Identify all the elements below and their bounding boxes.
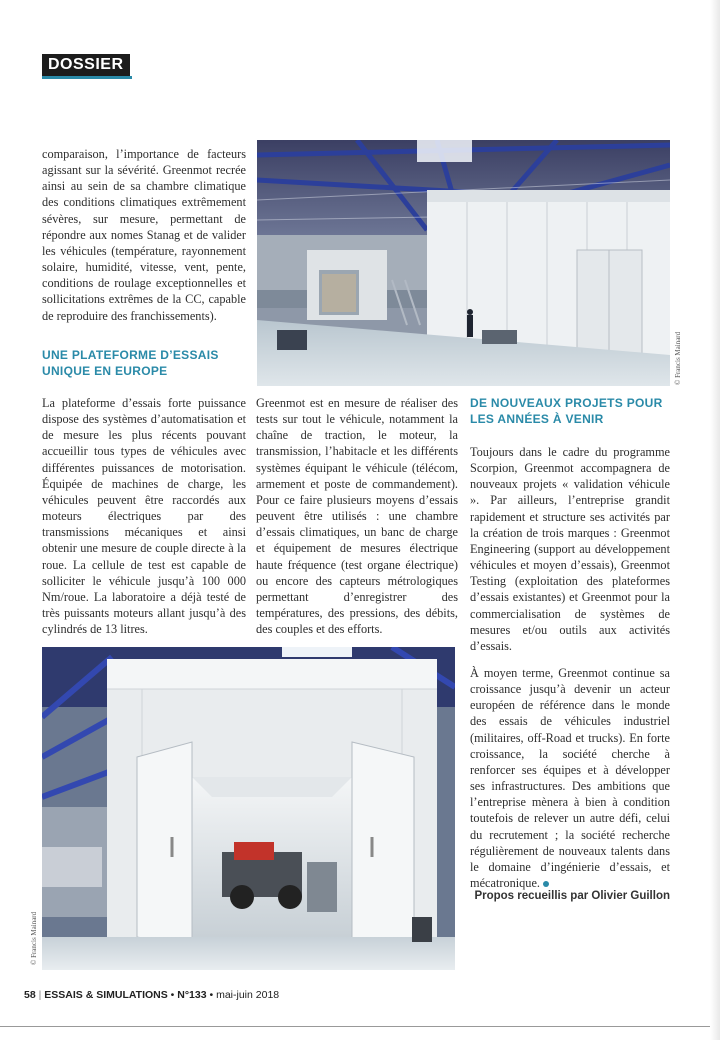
- paragraph-comparaison: comparaison, l’importance de facteurs agissant sur la sévérité. Greenmot recrée ainsi au sein de sa chambre climatique des conditions climatiques extrêmement sévères, sur mesure, permettant de répondre aux nomes Stanag et de valider les véhicules (température, rayonnement solaire, humidité, vitesse, vent, pente, conditions de roulage exceptionnelles et sollicitations extrêmes de la CC, capable de reproduire des franchissements).: [42, 147, 246, 323]
- page-edge-shadow: [710, 0, 720, 1040]
- footer-rule: [0, 1026, 720, 1027]
- issue-date: mai-juin 2018: [216, 989, 280, 1001]
- paragraph-greenmot-tests: Greenmot est en mesure de réaliser des tests sur tout le véhicule, notamment la chaîne de traction, le moteur, la transmission, l’habitacle et les différents systèmes équipant le véhicule (télécom, armement et poste de commandement). Pour ce faire plusieurs moyens d’essais peuvent être utilisés : une chambre d’essais climatiques, un banc de charge et équipement de mesures électrique haute fréquence (test organe électrique) ou encore des capteurs métrologiques permettant d’enregistrer des températures, des pressions, des débits, des couples et des efforts.: [256, 396, 458, 637]
- page-footer: [24, 989, 279, 1001]
- column-2-text: [256, 395, 458, 635]
- climatic-chamber-illustration: [42, 647, 455, 970]
- footer-bullet-2: •: [209, 989, 217, 1001]
- photo-test-hall: [257, 140, 670, 386]
- column-3-text-1: [470, 444, 670, 654]
- paragraph-plateforme: La plateforme d’essais forte puissance dispose des systèmes d’automatisation et de mesure les plus récents pouvant accueillir tous types de véhicules avec différentes puissances de motorisation. Équipée de machines de charge, les véhicules peuvent être raccordés aux moteurs électriques par des transmissions mécaniques et ainsi obtenir une mesure de couple directe à la roue. La cellule de test est capable de solliciter le véhicule jusqu’à 100 000 Nm/roue. La laboratoire a déjà testé de très puissants moteurs allant jusqu’à des cylindrés de 13 litres.: [42, 396, 246, 637]
- column-3-text-2: [470, 665, 670, 891]
- section-tag: DOSSIER: [42, 54, 130, 77]
- footer-bullet-1: •: [170, 989, 178, 1001]
- column-1-bottom-text: [42, 395, 246, 635]
- byline: Propos recueillis par Olivier Guillon: [474, 890, 670, 902]
- magazine-name: ESSAIS & SIMULATIONS: [44, 989, 168, 1001]
- photo-climatic-chamber: [42, 647, 455, 970]
- moyen-terme-text: À moyen terme, Greenmot continue sa croissance jusqu’à devenir un acteur européen de référence dans le monde des essais de véhicules industriel (militaires, off-Road et trucks). En forte croissance, la société cherche à renforcer ses équipes et à développer ses infrastructures. Des ambitions que l’entreprise mènera à bien à condition toutefois de relever un autre défi, celui du recrutement ; la société recherche régulièrement de nouveaux talents dans le domaine d’ingénierie d’essais, et mécatronique.: [470, 666, 670, 891]
- paragraph-scorpion: Toujours dans le cadre du programme Scorpion, Greenmot accompagnera de nouveaux projets « validation véhicule ». Par ailleurs, l’entreprise grandit rapidement et structure ses activités par la création de trois marques : Greenmot Engineering (support au développement véhicules et moyen d’essais), Greenmot Testing (exploitation des plateformes d’essais existantes) et Greenmot pour la commercialisation de systèmes de mesures et/ou outils aux activités d’essais.: [470, 445, 670, 653]
- footer-separator: |: [38, 989, 42, 1001]
- page-number: 58: [24, 989, 36, 1001]
- paragraph-moyen-terme: [470, 665, 670, 891]
- photo-credit-bottom: © Francis Mainard: [30, 911, 38, 965]
- test-hall-illustration: [257, 140, 670, 386]
- issue-number: N°133: [177, 989, 207, 1001]
- photo-credit-top: © Francis Mainard: [674, 331, 682, 385]
- heading-nouveaux-projets: DE NOUVEAUX PROJETS POUR LES ANNÉES À VENIR: [470, 396, 663, 426]
- column-1-top-text: [42, 146, 246, 336]
- section-tag-underline: [42, 76, 132, 79]
- heading-plateforme: UNE PLATEFORME D’ESSAIS UNIQUE EN EUROPE: [42, 348, 219, 378]
- end-of-article-dot: [543, 881, 549, 887]
